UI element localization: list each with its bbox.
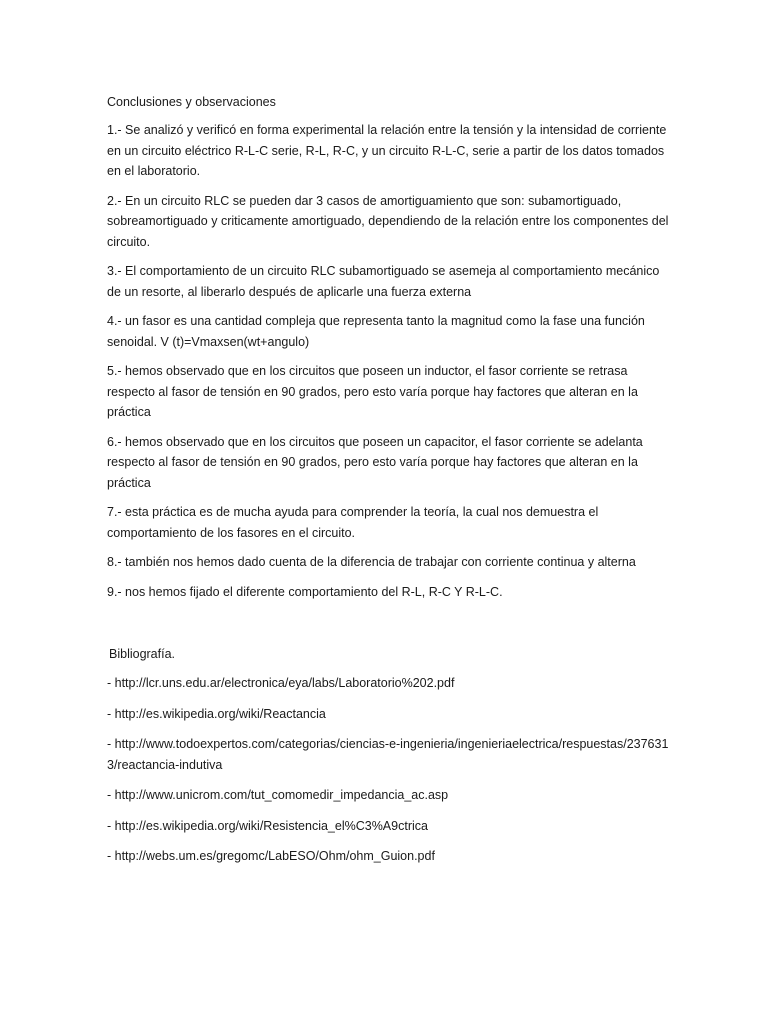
conclusion-item: 4.- un fasor es una cantidad compleja que representa tanto la magnitud como la fase una función senoidal. V (t)=Vmaxsen(wt+angulo) <box>107 314 645 349</box>
section-heading: Conclusiones y observaciones <box>107 95 276 109</box>
bibliography-list <box>107 673 672 867</box>
bibliography-link: - http://es.wikipedia.org/wiki/Resistencia_el%C3%A9ctrica <box>107 818 428 833</box>
bibliography-link: - http://lcr.uns.edu.ar/electronica/eya/labs/Laboratorio%202.pdf <box>107 676 455 690</box>
conclusion-item: 8.- también nos hemos dado cuenta de la diferencia de trabajar con corriente continua y alterna <box>107 555 636 569</box>
conclusion-item: 2.- En un circuito RLC se pueden dar 3 casos de amortiguamiento que son: subamortiguado, sobreamortiguado y criticamente amortiguado, dependiendo de la relación entre los componentes del circuito. <box>107 193 669 249</box>
conclusion-item: 1.- Se analizó y verificó en forma experimental la relación entre la tensión y la intensidad de corriente en un circuito eléctrico R-L-C serie, R-L, R-C, y un circuito R-L-C, serie a partir de los datos tomados en el laboratorio. <box>107 123 667 178</box>
bibliography-link: - http://webs.um.es/gregomc/LabESO/Ohm/ohm_Guion.pdf <box>107 849 435 863</box>
conclusions-list <box>107 120 672 602</box>
bibliography-heading: Bibliografía. <box>109 647 176 661</box>
bibliography-link: - http://www.unicrom.com/tut_comomedir_impedancia_ac.asp <box>107 788 449 802</box>
bibliography-link: - http://www.todoexpertos.com/categorias/ciencias-e-ingenieria/ingenieriaelectrica/respuestas/2376313/reactancia-indutiva <box>107 737 669 772</box>
conclusion-item: 6.- hemos observado que en los circuitos que poseen un capacitor, el fasor corriente se adelanta respecto al fasor de tensión en 90 grados, pero esto varía porque hay factores que alteran en la práctica <box>107 434 643 490</box>
bibliography-link: - http://es.wikipedia.org/wiki/Reactancia <box>107 706 326 721</box>
section-spacer <box>107 611 672 644</box>
conclusion-item: 5.- hemos observado que en los circuitos que poseen un inductor, el fasor corriente se retrasa respecto al fasor de tensión en 90 grados, pero esto varía porque hay factores que alteran en la práctica <box>107 364 638 419</box>
conclusion-item: 9.- nos hemos fijado el diferente comportamiento del R-L, R-C Y R-L-C. <box>107 584 503 599</box>
conclusion-item: 7.- esta práctica es de mucha ayuda para comprender la teoría, la cual nos demuestra el comportamiento de los fasores en el circuito. <box>107 505 599 540</box>
conclusion-item: 3.- El comportamiento de un circuito RLC subamortiguado se asemeja al comportamiento mecánico de un resorte, al liberarlo después de aplicarle una fuerza externa <box>107 264 660 299</box>
